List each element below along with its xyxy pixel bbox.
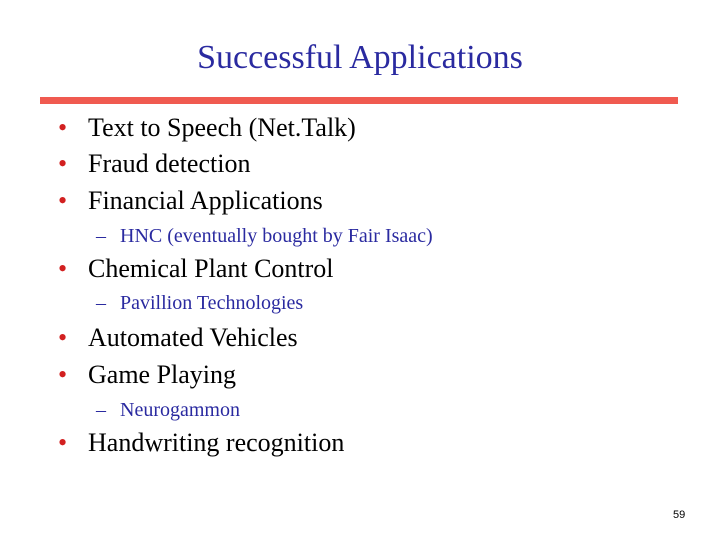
bullet-item	[58, 111, 356, 145]
bullet-item	[58, 358, 236, 392]
bullet-icon: •	[58, 360, 68, 389]
bullet-icon: •	[58, 428, 68, 457]
bullet-icon: •	[58, 254, 68, 283]
bullet-item-text: Text to Speech (Net.Talk)	[88, 113, 356, 142]
sub-item	[96, 397, 240, 423]
sub-item-text: Neurogammon	[120, 399, 240, 421]
bullet-item-text: Game Playing	[88, 360, 237, 389]
dash-icon: –	[96, 292, 106, 314]
bullet-item-text: Fraud detection	[88, 149, 251, 178]
bullet-item	[58, 184, 323, 218]
bullet-item-text: Handwriting recognition	[88, 428, 345, 457]
bullet-item-text: Financial Applications	[88, 186, 323, 215]
bullet-item	[58, 252, 334, 286]
title-divider	[40, 97, 678, 104]
dash-icon: –	[96, 225, 106, 247]
bullet-icon: •	[58, 186, 68, 215]
sub-item-text: Pavillion Technologies	[120, 292, 304, 314]
sub-item	[96, 223, 433, 249]
bullet-item-text: Chemical Plant Control	[88, 254, 334, 283]
slide-title: Successful Applications	[197, 39, 523, 76]
bullet-item	[58, 426, 344, 460]
bullet-icon: •	[58, 323, 68, 352]
bullet-icon: •	[58, 113, 68, 142]
sub-item	[96, 290, 303, 316]
bullet-icon: •	[58, 149, 68, 178]
bullet-item-text: Automated Vehicles	[88, 323, 298, 352]
sub-item-text: HNC (eventually bought by Fair Isaac)	[120, 225, 433, 247]
bullet-item	[58, 147, 250, 181]
dash-icon: –	[96, 399, 106, 421]
page-number: 59	[673, 509, 686, 521]
bullet-item	[58, 321, 298, 355]
